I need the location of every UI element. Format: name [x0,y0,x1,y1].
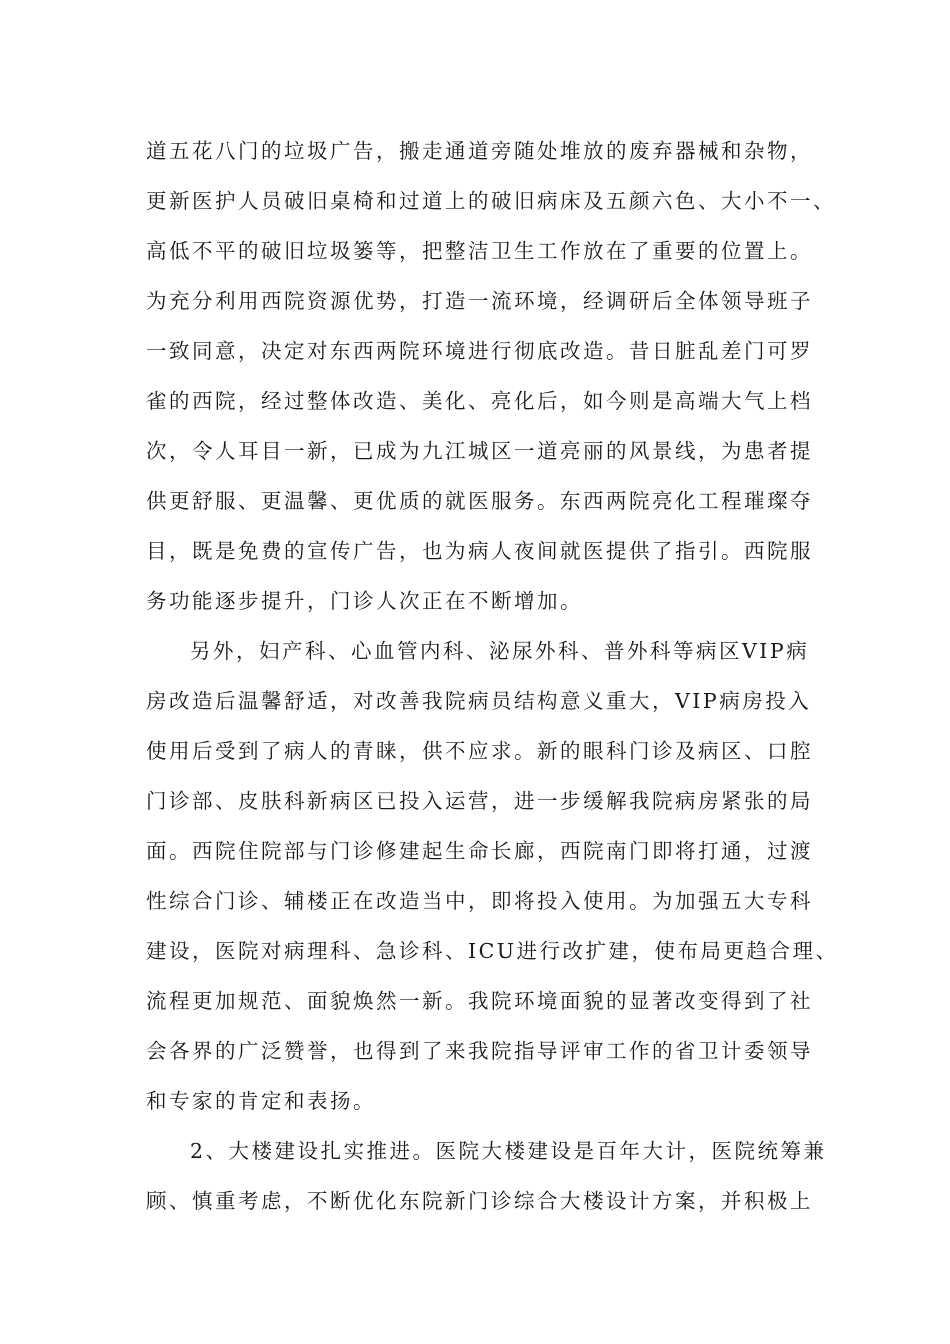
text-line: 会各界的广泛赞誉，也得到了来我院指导评审工作的省卫计委领导 [146,1039,813,1063]
text-line: 面。西院住院部与门诊修建起生命长廊，西院南门即将打通，过渡 [146,839,813,863]
text-line: 目，既是免费的宣传广告，也为病人夜间就医提供了指引。西院服 [146,539,813,563]
text-line: 性综合门诊、辅楼正在改造当中，即将投入使用。为加强五大专科 [146,889,813,913]
text-line: 供更舒服、更温馨、更优质的就医服务。东西两院亮化工程璀璨夺 [146,489,813,513]
text-line: 流程更加规范、面貌焕然一新。我院环境面貌的显著改变得到了社 [146,989,813,1013]
text-line: 雀的西院，经过整体改造、美化、亮化后，如今则是高端大气上档 [146,389,813,413]
text-line: 为充分利用西院资源优势，打造一流环境，经调研后全体领导班子 [146,289,813,313]
text-line: 和专家的肯定和表扬。 [146,1089,376,1113]
text-line: 门诊部、皮肤科新病区已投入运营，进一步缓解我院病房紧张的局 [146,789,813,813]
text-line: 建设，医院对病理科、急诊科、ICU进行改扩建，使布局更趋合理、 [146,939,839,963]
text-line: 道五花八门的垃圾广告，搬走通道旁随处堆放的废弃器械和杂物， [146,139,813,163]
text-line: 房改造后温馨舒适，对改善我院病员结构意义重大，VIP病房投入 [146,689,812,713]
text-line: 顾、慎重考虑，不断优化东院新门诊综合大楼设计方案，并积极上 [146,1189,813,1213]
text-line: 务功能逐步提升，门诊人次正在不断增加。 [146,589,583,613]
text-line: 次，令人耳目一新，已成为九江城区一道亮丽的风景线，为患者提 [146,439,813,463]
paragraph-first-line: 另外，妇产科、心血管内科、泌尿外科、普外科等病区VIP病 [190,639,810,663]
paragraph-first-line: 2、大楼建设扎实推进。医院大楼建设是百年大计，医院统筹兼 [190,1139,827,1163]
text-line: 使用后受到了病人的青睐，供不应求。新的眼科门诊及病区、口腔 [146,739,813,763]
text-line: 一致同意，决定对东西两院环境进行彻底改造。昔日脏乱差门可罗 [146,339,813,363]
text-line: 高低不平的破旧垃圾篓等，把整洁卫生工作放在了重要的位置上。 [146,239,813,263]
text-line: 更新医护人员破旧桌椅和过道上的破旧病床及五颜六色、大小不一、 [146,189,836,213]
